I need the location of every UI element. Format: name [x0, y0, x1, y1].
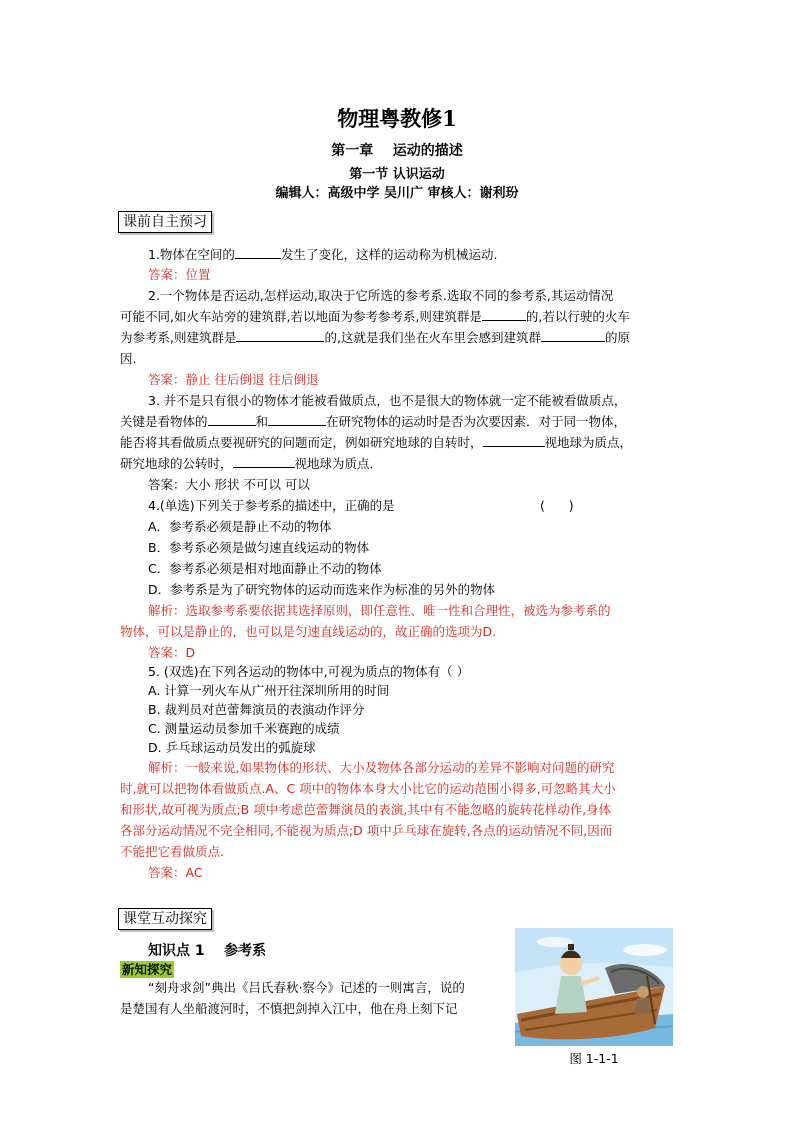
q3-text: 视地球为质点． — [294, 456, 383, 471]
q1-text-b: 发生了变化，这样的运动称为机械运动. — [280, 247, 498, 262]
q2-text: 可能不同,如火车站旁的建筑群,若以地面为参考参考系,则建筑群是 — [120, 309, 482, 324]
q5-analysis-3: 和形状,故可视为质点;B 项中考虑芭蕾舞演员的表演,其中有不能忽略的旋转花样动作,身体 — [120, 802, 612, 817]
q2-text: 为参考系,则建筑群是 — [120, 330, 237, 345]
q2-line-4: 因. — [120, 351, 137, 366]
q3-text: 研究地球的公转时， — [120, 456, 233, 471]
q5-answer: 答案：AC — [148, 865, 203, 880]
knowledge-point-heading: 知识点 1 参考系 — [148, 943, 267, 959]
q5-option-c: C. 测量运动员参加千米赛跑的成绩 — [148, 721, 340, 736]
q5-option-a: A. 计算一列火车从广州开往深圳所用的时间 — [148, 683, 390, 698]
q4-answer-paren: ( ) — [540, 498, 574, 513]
q4-analysis-2: 物体，可以是静止的，也可以是匀速直线运动的，故正确的选项为D. — [120, 624, 497, 639]
q3-text: 视地球为质点， — [544, 435, 633, 450]
blank — [541, 327, 605, 342]
q1-text-a: 1.物体在空间的 — [148, 247, 235, 262]
blank — [208, 411, 256, 426]
class-section-label: 课堂互动探究 — [118, 908, 212, 930]
q3-text: 和 — [255, 414, 269, 429]
q3-line-4 — [120, 453, 680, 474]
figure-caption: 图 1-1-1 — [569, 1051, 619, 1066]
story-text: “刻舟求剑”典出《吕氏春秋·察今》记述的一则寓言，说的 — [148, 980, 465, 995]
q4-answer: 答案：D — [148, 645, 196, 660]
blank — [483, 432, 545, 447]
q3-line-2 — [120, 411, 680, 432]
q4-option-b: B．参考系必须是做匀速直线运动的物体 — [148, 540, 370, 555]
q2-line-1: 2.一个物体是否运动,怎样运动,取决于它所选的参考系.选取不同的参考系,其运动情况 — [148, 288, 614, 303]
q1-answer: 答案：位置 — [148, 267, 211, 282]
blank — [233, 453, 295, 468]
q2-line-2 — [120, 306, 680, 327]
q3-line-1: 3. 并不是只有很小的物体才能被看做质点，也不是很大的物体就一定不能被看做质点， — [148, 393, 627, 408]
q2-text: 的,这就是我们坐在火车里会感到建筑群 — [324, 330, 541, 345]
q4-option-c: C．参考系必须是相对地面静止不动的物体 — [148, 561, 382, 576]
q4-option-d: D．参考系是为了研究物体的运动而选来作为标准的另外的物体 — [148, 582, 496, 597]
q5-analysis-1: 解析：一般来说,如果物体的形状、大小及物体各部分运动的差异不影响对问题的研究 — [148, 760, 615, 775]
q4-option-a: A．参考系必须是静止不动的物体 — [148, 519, 332, 534]
q4-stem: 4.(单选)下列关于参考系的描述中，正确的是 — [148, 498, 395, 513]
preview-section-label: 课前自主预习 — [118, 211, 212, 233]
q5-option-d: D. 乒乓球运动员发出的弧旋球 — [148, 740, 316, 755]
q5-analysis-4: 各部分运动情况不完全相同,不能视为质点;D 项中乒乓球在旋转,各点的运动情况不同,因而 — [120, 823, 613, 838]
q2-text: 的原 — [604, 330, 630, 345]
chapter-heading: 第一章 运动的描述 — [331, 143, 463, 159]
q3-text: 关键是看物体的 — [120, 414, 208, 429]
blank — [482, 306, 526, 321]
editor-line: 编辑人：高级中学 吴川广 审核人：谢利玢 — [275, 186, 519, 201]
q3-text: 在研究物体的运动时是否为次要因素．对于同一物体， — [326, 414, 627, 429]
story-line-1 — [120, 977, 505, 998]
boat-illustration — [515, 928, 673, 1046]
story-line-2: 是楚国有人坐船渡河时，不慎把剑掉入江中，他在舟上刻下记 — [120, 1001, 458, 1016]
q2-line-3 — [120, 327, 680, 348]
q4-analysis-1: 解析：选取参考系要依据其选择原则，即任意性、唯一性和合理性，被选为参考系的 — [148, 603, 611, 618]
q3-answer: 答案：大小 形状 不可以 可以 — [148, 477, 310, 492]
q2-text: 的,若以行驶的火车 — [525, 309, 630, 324]
page-title: 物理粤教修1 — [337, 106, 457, 131]
q3-line-3 — [120, 432, 680, 453]
blank — [235, 244, 281, 259]
q5-option-b: B. 裁判员对芭蕾舞演员的表演动作评分 — [148, 702, 365, 717]
new-knowledge-label: 新知探究 — [122, 962, 173, 977]
blank — [236, 327, 324, 342]
q5-stem: 5. (双选)在下列各运动的物体中,可视为质点的物体有（ ） — [148, 664, 470, 679]
section-heading: 第一节 认识运动 — [349, 167, 445, 182]
question-1 — [148, 244, 708, 265]
blank — [268, 411, 326, 426]
q3-text: 能否将其看做质点要视研究的问题而定，例如研究地球的自转时， — [120, 435, 483, 450]
q5-analysis-2: 时,就可以把物体看做质点.A、C 项中的物体本身大小比它的运动范围小得多,可忽略其大小 — [120, 781, 616, 796]
q2-answer: 答案：静止 往后倒退 往后倒退 — [148, 372, 319, 387]
q5-analysis-5: 不能把它看做质点. — [120, 844, 224, 859]
